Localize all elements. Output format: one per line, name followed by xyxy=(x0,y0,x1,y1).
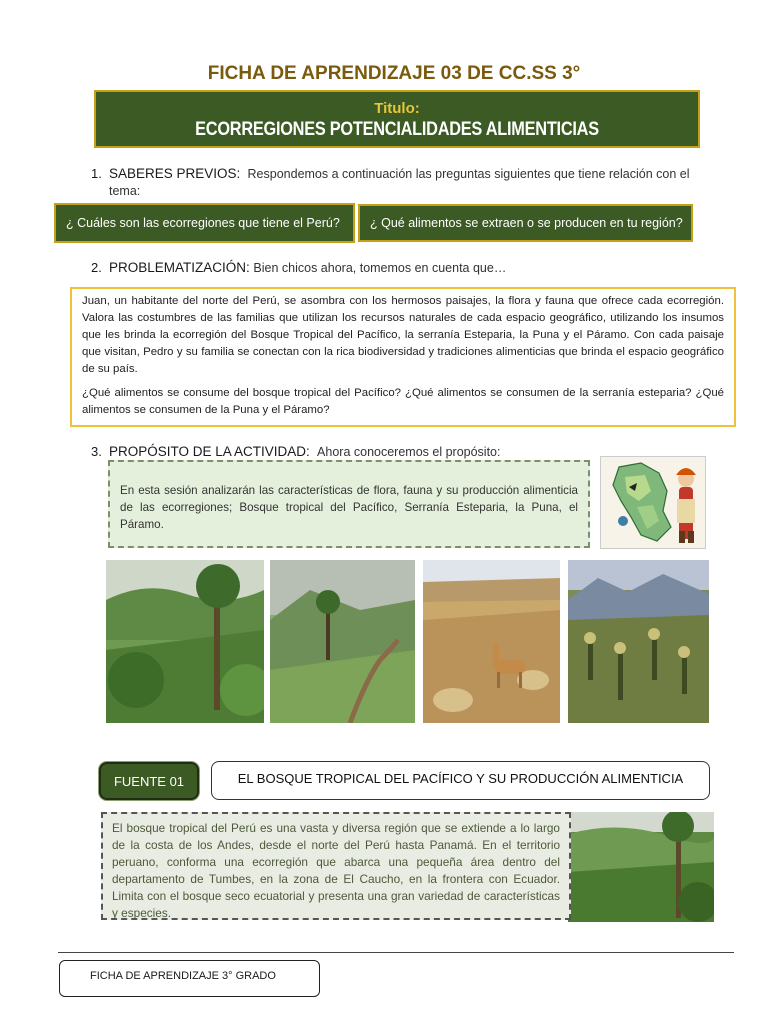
fuente-text: El bosque tropical del Perú es una vasta y diversa región que se extiende a lo largo de la costa de los Andes, desde el norte del Perú hasta Panamá. En el territorio peruano, conforma una ecorregión que abarca una pequeña área dentro del departamento de Tumbes, en la zona de El Caucho, en la frontera con Ecuador. Limita con el bosque seco ecuatorial y presenta una gran variedad de características y especies. xyxy=(112,821,560,920)
problem-story-box xyxy=(70,287,736,427)
section-text: Respondemos a continuación las preguntas siguientes que tiene relación con el xyxy=(247,167,690,181)
photo-bosque-fuente xyxy=(568,812,714,922)
title-banner xyxy=(94,90,700,148)
footer-box xyxy=(59,960,320,997)
banner-subtitle: Titulo: xyxy=(374,100,420,117)
section-problematizacion xyxy=(91,259,711,277)
question-box-alimentos xyxy=(358,204,693,242)
banner-title: ECORREGIONES POTENCIALIDADES ALIMENTICIAS xyxy=(195,119,599,140)
section-proposito xyxy=(91,443,591,461)
purpose-text: En esta sesión analizarán las características de flora, fauna y su producción alimenticia de las ecorregiones; Bosque tropical del Pacífico, Serranía Esteparia, la Puna, el Páramo. xyxy=(120,484,578,531)
fuente-title: EL BOSQUE TROPICAL DEL PACÍFICO Y SU PRODUCCIÓN ALIMENTICIA xyxy=(237,771,684,786)
section-label: SABERES PREVIOS: xyxy=(109,166,241,181)
section-text-continued: tema: xyxy=(109,184,141,198)
photo-bosque-tropical xyxy=(106,560,264,723)
fuente-label: FUENTE 01 xyxy=(113,773,185,789)
section-text: Bien chicos ahora, tomemos en cuenta que… xyxy=(253,261,507,275)
peru-map-illustration xyxy=(600,456,706,549)
footer-label: FICHA DE APRENDIZAJE 3° GRADO xyxy=(90,970,276,982)
photo-serrania-esteparia xyxy=(270,560,415,723)
section-label: PROPÓSITO DE LA ACTIVIDAD: xyxy=(109,444,310,459)
photo-paramo xyxy=(568,560,709,723)
story-questions: ¿Qué alimentos se consume del bosque tropical del Pacífico? ¿Qué alimentos se consumen de la serranía esteparia? ¿Qué alimentos se consumen de la Puna y el Páramo? xyxy=(82,387,724,416)
question-text: ¿ Qué alimentos se extraen o se producen en tu región? xyxy=(370,216,683,230)
section-number: 3. xyxy=(91,444,102,459)
section-text: Ahora conoceremos el propósito: xyxy=(317,445,501,459)
fuente-text-box xyxy=(101,812,571,920)
section-label: PROBLEMATIZACIÓN: xyxy=(109,260,250,275)
purpose-box xyxy=(108,460,590,548)
section-number: 2. xyxy=(91,260,102,275)
photo-puna xyxy=(423,560,560,723)
question-text: ¿ Cuáles son las ecorregiones que tiene el Perú? xyxy=(66,216,340,230)
section-number: 1. xyxy=(91,166,102,181)
story-paragraph: Juan, un habitante del norte del Perú, se asombra con los hermosos paisajes, la flora y fauna que ofrece cada ecorregión. Valora las costumbres de las familias que utilizan los recursos naturales de cada espacio geográfico, utilizando los insumos que les brinda la ecorregión del Bosque Tropical del Pacífico, la serranía Esteparia, la Puna y el Páramo. Con cada paisaje que visitan, Pedro y su familia se conectan con la rica biodiversidad y tradiciones alimenticias que brinda el espacio geográfico de su país. xyxy=(82,295,724,375)
section-saberes-previos xyxy=(91,165,691,183)
fuente-badge xyxy=(99,762,199,800)
fuente-title-box xyxy=(211,761,710,800)
footer-divider xyxy=(58,952,734,953)
document-title: FICHA DE APRENDIZAJE 03 DE CC.SS 3° xyxy=(207,63,581,84)
question-box-ecorregiones xyxy=(54,203,355,243)
